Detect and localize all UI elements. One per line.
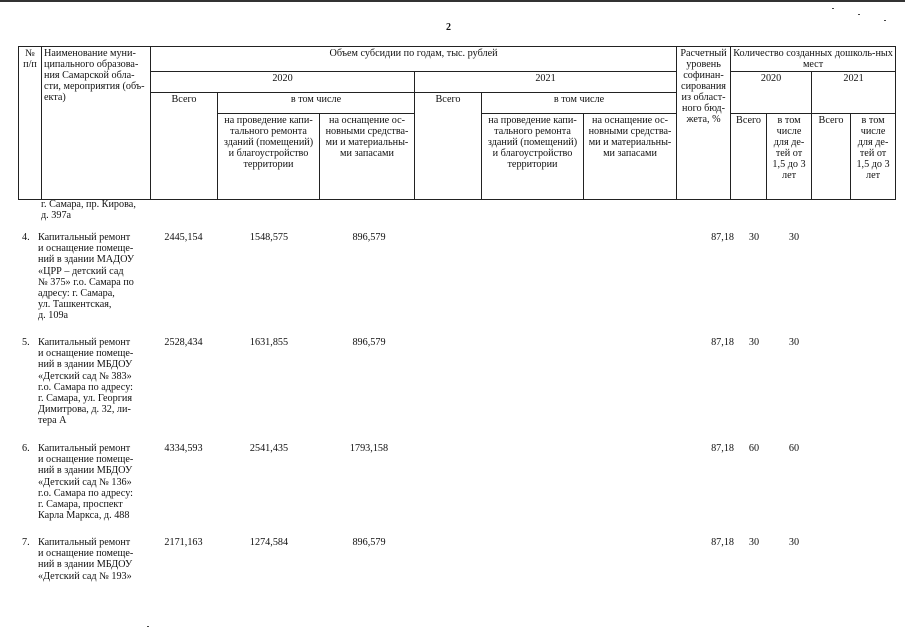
header-including-2021: в том числе xyxy=(482,93,677,114)
header-equipment-2020: на оснащение ос-новными средства-ми и материальны-ми запасами xyxy=(320,114,415,200)
text-line: «Детский сад № 383» xyxy=(38,370,132,382)
scan-top-edge xyxy=(0,0,905,2)
equipment-2020: 896,579 xyxy=(352,232,386,243)
equipment-2020: 896,579 xyxy=(352,337,386,348)
header-total-2021: Всего xyxy=(415,93,482,200)
cofinancing-percent: 87,18 xyxy=(711,337,734,348)
scan-speck xyxy=(832,8,834,9)
text-line: г.о. Самара по адресу: xyxy=(38,381,133,393)
places-total-2020: 60 xyxy=(748,443,760,454)
places-total-2020: 30 xyxy=(748,537,760,548)
scan-speck xyxy=(147,626,149,627)
row-name xyxy=(38,232,150,322)
text-line: «Детский сад № 193» xyxy=(38,570,132,582)
header-repair-2020: на проведение капи-тального ремонта зданий (помещений) и благоустройство территории xyxy=(218,114,320,200)
header-year-2021: 2021 xyxy=(415,72,677,93)
text-line: ний в здании МБДОУ xyxy=(38,359,133,371)
text-line: г. Самара, ул. Георгия xyxy=(38,393,133,405)
header-col-number: № п/п xyxy=(19,47,42,200)
equipment-2020: 1793,158 xyxy=(349,443,389,454)
table-header xyxy=(18,46,896,200)
places-young-2020: 30 xyxy=(788,232,800,243)
page-number: 2 xyxy=(446,22,451,33)
header-places-total-2021: Всего xyxy=(812,114,851,200)
text-line: и оснащение помеще- xyxy=(38,348,134,360)
text-line: и оснащение помеще- xyxy=(38,243,134,255)
places-young-2020: 30 xyxy=(788,337,800,348)
header-places-total-2020: Всего xyxy=(731,114,767,200)
scan-speck xyxy=(884,20,886,21)
cofinancing-percent: 87,18 xyxy=(711,443,734,454)
repair-2020: 2541,435 xyxy=(249,443,289,454)
cofinancing-percent: 87,18 xyxy=(711,232,734,243)
header-equipment-2021: на оснащение ос-новными средства-ми и материальны-ми запасами xyxy=(584,114,677,200)
repair-2020: 1274,584 xyxy=(249,537,289,548)
scan-speck xyxy=(858,14,860,15)
header-subsidy-group: Объем субсидии по годам, тыс. рублей xyxy=(151,47,677,72)
cofinancing-percent: 87,18 xyxy=(711,537,734,548)
header-repair-2021: на проведение капи-тального ремонта зданий (помещений) и благоустройство территории xyxy=(482,114,584,200)
text-line: д. 109а xyxy=(38,310,69,322)
repair-2020: 1548,575 xyxy=(249,232,289,243)
total-2020: 4334,593 xyxy=(164,443,203,454)
row-name xyxy=(38,443,150,521)
text-line: тера А xyxy=(38,415,67,427)
header-places-2021: 2021 xyxy=(812,72,896,114)
text-line: ул. Ташкентская, xyxy=(38,299,112,311)
text-line: ний в здании МАДОУ xyxy=(38,254,135,266)
repair-2020: 1631,855 xyxy=(249,337,289,348)
header-places-young-2021: в том числе для де-тей от 1,5 до 3 лет xyxy=(851,114,896,200)
text-line: ний в здании МБДОУ xyxy=(38,465,133,477)
header-including-2020: в том числе xyxy=(218,93,415,114)
header-places-young-2020: в том числе для де-тей от 1,5 до 3 лет xyxy=(767,114,812,200)
header-places-group: Количество созданных дошколь-ных мест xyxy=(731,47,896,72)
text-line: «Детский сад № 136» xyxy=(38,476,132,488)
row-number: 6. xyxy=(22,443,30,454)
header-col-name: Наименование муни-ципального образова-ния Самарской обла-сти, мероприятия (объ-екта) xyxy=(42,47,151,200)
continuation-text xyxy=(41,199,145,221)
text-line: г. Самара, проспект xyxy=(38,499,123,511)
text-line: г.о. Самара по адресу: xyxy=(38,487,133,499)
total-2020: 2445,154 xyxy=(164,232,203,243)
header-total-2020: Всего xyxy=(151,93,218,200)
places-young-2020: 60 xyxy=(788,443,800,454)
header-cofinancing: Расчетный уровень софинан-сирования из област-ного бюд-жета, % xyxy=(677,47,731,200)
text-line: Капитальный ремонт xyxy=(38,337,131,348)
header-year-2020: 2020 xyxy=(151,72,415,93)
text-line: и оснащение помеще- xyxy=(38,548,134,560)
text-line: д. 397а xyxy=(41,210,72,222)
text-line: № 375» г.о. Самара по xyxy=(38,276,134,288)
total-2020: 2171,163 xyxy=(164,537,203,548)
row-name xyxy=(38,537,150,582)
row-number: 7. xyxy=(22,537,30,548)
header-places-2020: 2020 xyxy=(731,72,812,114)
text-line: «ЦРР – детский сад xyxy=(38,265,124,277)
total-2020: 2528,434 xyxy=(164,337,203,348)
places-young-2020: 30 xyxy=(788,537,800,548)
equipment-2020: 896,579 xyxy=(352,537,386,548)
text-line: Карла Маркса, д. 488 xyxy=(38,510,130,522)
row-name xyxy=(38,337,150,427)
places-total-2020: 30 xyxy=(748,232,760,243)
text-line: адресу: г. Самара, xyxy=(38,288,115,300)
row-number: 5. xyxy=(22,337,30,348)
text-line: г. Самара, пр. Кирова, xyxy=(41,199,136,210)
text-line: Капитальный ремонт xyxy=(38,232,131,243)
text-line: Димитрова, д. 32, ли- xyxy=(38,404,131,416)
row-number: 4. xyxy=(22,232,30,243)
text-line: и оснащение помеще- xyxy=(38,454,134,466)
text-line: Капитальный ремонт xyxy=(38,537,131,548)
text-line: ний в здании МБДОУ xyxy=(38,559,133,571)
text-line: Капитальный ремонт xyxy=(38,443,131,454)
places-total-2020: 30 xyxy=(748,337,760,348)
